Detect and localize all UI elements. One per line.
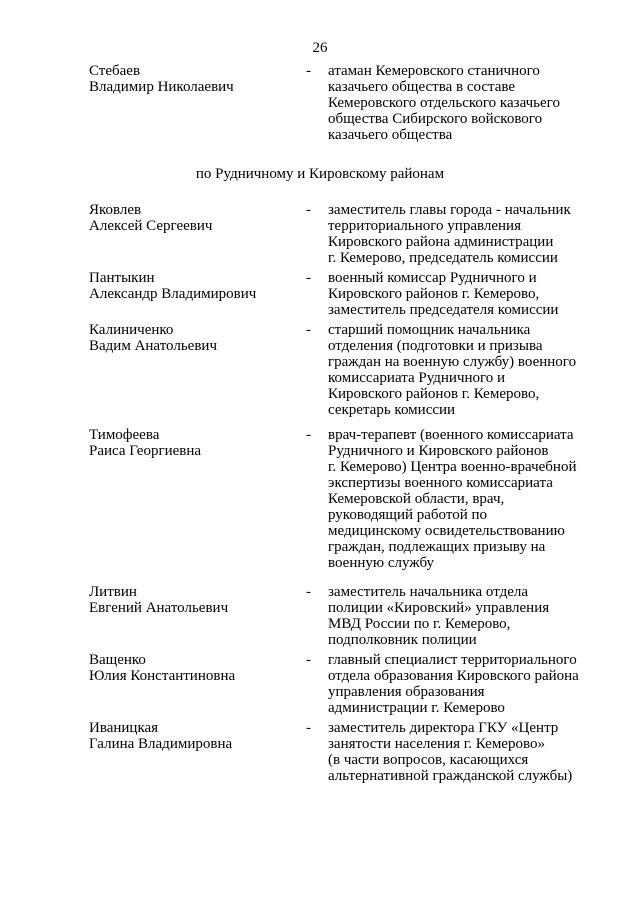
role-line: секретарь комиссии — [328, 402, 456, 418]
section-heading: по Рудничному и Кировскому районам — [195, 166, 445, 182]
role-line: казачьего общества — [328, 127, 453, 143]
role-line: казачьего общества в составе — [328, 79, 516, 95]
member-given-names: Юлия Константиновна — [89, 668, 236, 684]
member-given-names: Евгений Анатольевич — [89, 600, 229, 616]
member-name — [89, 270, 294, 302]
member-surname: Калиниченко — [89, 322, 174, 338]
dash-separator: - — [306, 63, 311, 79]
member-role — [328, 720, 596, 784]
role-line: главный специалист территориального — [328, 652, 577, 668]
role-line: граждан, подлежащих призыву на — [328, 539, 546, 555]
member-name — [89, 584, 294, 616]
member-surname: Иваницкая — [89, 720, 159, 736]
member-name — [89, 63, 294, 95]
role-line: Кировского района администрации — [328, 234, 554, 250]
role-line: управления образования — [328, 684, 485, 700]
dash-separator: - — [306, 427, 311, 443]
dash-separator: - — [306, 270, 311, 286]
role-line: экспертизы военного комиссариата — [328, 475, 553, 491]
member-surname: Ващенко — [89, 652, 146, 668]
member-given-names: Галина Владимировна — [89, 736, 233, 752]
page-number: 26 — [312, 40, 328, 56]
member-name — [89, 427, 294, 459]
role-line: полиции «Кировский» управления — [328, 600, 550, 616]
member-name — [89, 202, 294, 234]
role-line: руководящий работой по — [328, 507, 488, 523]
role-line: комиссариата Рудничного и — [328, 370, 506, 386]
role-line: военную службу — [328, 555, 435, 571]
member-given-names: Александр Владимирович — [89, 286, 257, 302]
member-role — [328, 63, 596, 143]
member-role — [328, 322, 596, 418]
member-role — [328, 652, 596, 716]
member-role — [328, 584, 596, 648]
role-line: Кировского районов г. Кемерово, — [328, 286, 540, 302]
member-role — [328, 270, 596, 318]
member-given-names: Алексей Сергеевич — [89, 218, 213, 234]
member-name — [89, 652, 294, 684]
member-role — [328, 427, 596, 571]
role-line: медицинскому освидетельствованию — [328, 523, 565, 539]
member-role — [328, 202, 596, 266]
role-line: администрации г. Кемерово — [328, 700, 505, 716]
role-line: Кемеровской области, врач, — [328, 491, 505, 507]
member-name — [89, 720, 294, 752]
role-line: Кировского районов г. Кемерово, — [328, 386, 540, 402]
role-line: отделения (подготовки и призыва — [328, 338, 543, 354]
role-line: врач-терапевт (военного комиссариата — [328, 427, 574, 443]
role-line: граждан на военную службу) военного — [328, 354, 577, 370]
role-line: военный комиссар Рудничного и — [328, 270, 537, 286]
role-line: МВД России по г. Кемерово, — [328, 616, 511, 632]
role-line: г. Кемерово, председатель комиссии — [328, 250, 558, 266]
role-line: альтернативной гражданской службы) — [328, 768, 573, 784]
role-line: заместитель председателя комиссии — [328, 302, 559, 318]
role-line: заместитель начальника отдела — [328, 584, 528, 600]
role-line: отдела образования Кировского района — [328, 668, 579, 684]
dash-separator: - — [306, 584, 311, 600]
member-surname: Тимофеева — [89, 427, 160, 443]
role-line: территориального управления — [328, 218, 521, 234]
role-line: заместитель главы города - начальник — [328, 202, 571, 218]
member-surname: Литвин — [89, 584, 137, 600]
member-surname: Яковлев — [89, 202, 142, 218]
role-line: (в части вопросов, касающихся — [328, 752, 529, 768]
dash-separator: - — [306, 202, 311, 218]
member-given-names: Вадим Анатольевич — [89, 338, 217, 354]
role-line: заместитель директора ГКУ «Центр — [328, 720, 559, 736]
role-line: Кемеровского отдельского казачьего — [328, 95, 560, 111]
member-surname: Стебаев — [89, 63, 141, 79]
role-line: атаман Кемеровского станичного — [328, 63, 540, 79]
dash-separator: - — [306, 720, 311, 736]
member-given-names: Раиса Георгиевна — [89, 443, 202, 459]
role-line: г. Кемерово) Центра военно-врачебной — [328, 459, 577, 475]
role-line: общества Сибирского войскового — [328, 111, 543, 127]
role-line: старший помощник начальника — [328, 322, 531, 338]
role-line: занятости населения г. Кемерово» — [328, 736, 545, 752]
member-name — [89, 322, 294, 354]
dash-separator: - — [306, 652, 311, 668]
member-surname: Пантыкин — [89, 270, 155, 286]
role-line: подполковник полиции — [328, 632, 477, 648]
member-given-names: Владимир Николаевич — [89, 79, 234, 95]
dash-separator: - — [306, 322, 311, 338]
role-line: Рудничного и Кировского районов — [328, 443, 549, 459]
